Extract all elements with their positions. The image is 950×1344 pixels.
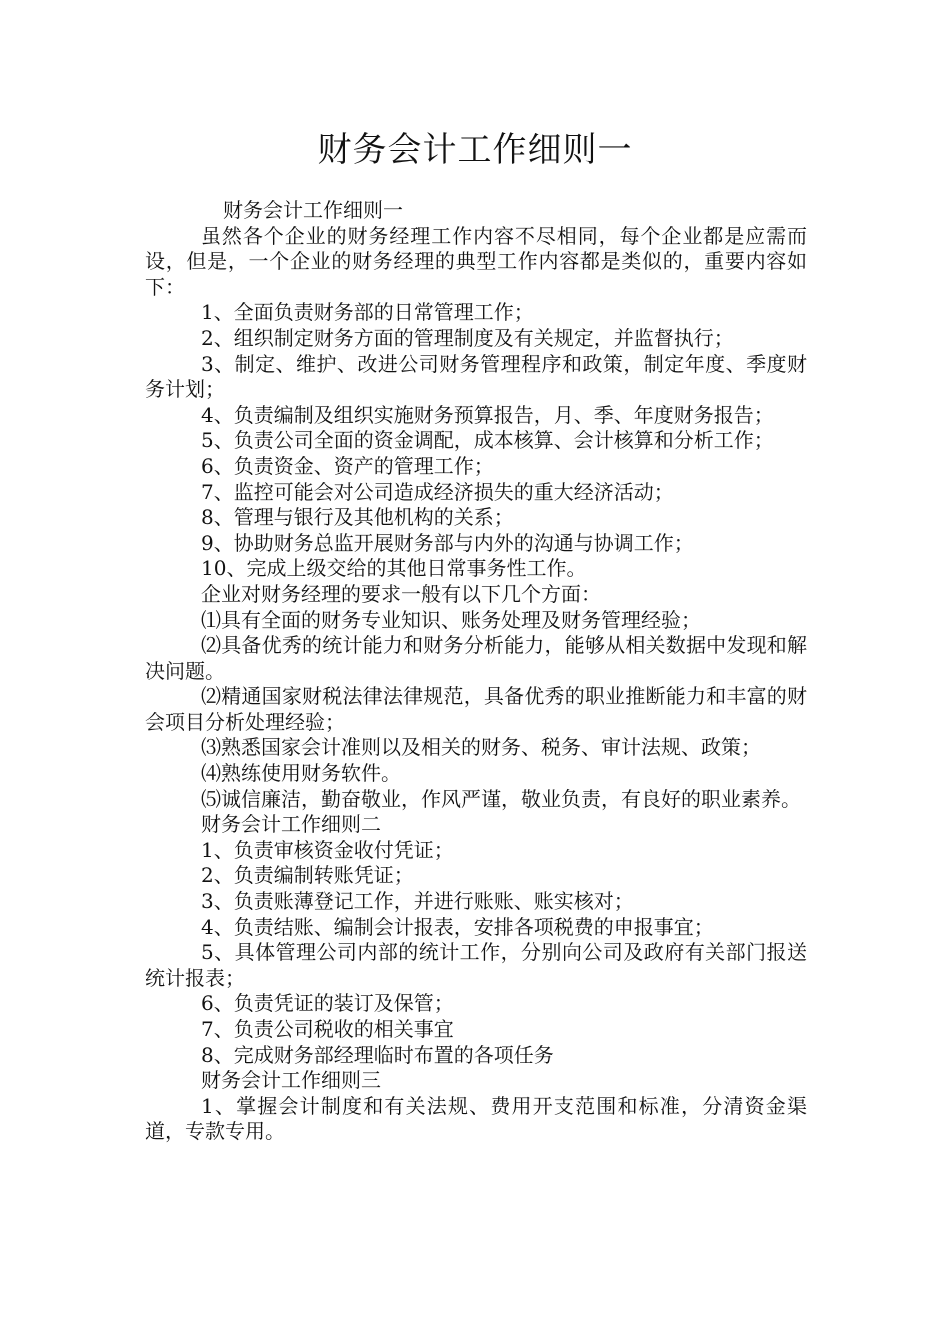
paragraph: ⑴具有全面的财务专业知识、账务处理及财务管理经验； <box>201 607 701 632</box>
paragraph: 企业对财务经理的要求一般有以下几个方面： <box>201 581 601 606</box>
paragraph: 6、负责资金、资产的管理工作； <box>201 453 494 478</box>
paragraph: 10、完成上级交给的其他日常事务性工作。 <box>201 556 587 581</box>
paragraph: 7、负责公司税收的相关事宜 <box>201 1017 454 1041</box>
paragraph: 1、掌握会计制度和有关法规、费用开支范围和标准，分清资金渠道，专款专用。 <box>145 1093 807 1144</box>
paragraph: 8、管理与银行及其他机构的关系； <box>201 505 514 530</box>
paragraph: 虽然各个企业的财务经理工作内容不尽相同，每个企业都是应需而设，但是，一个企业的财务经理的典型工作内容都是类似的，重要内容如下： <box>145 223 807 299</box>
paragraph: 财务会计工作细则一 <box>223 198 403 222</box>
paragraph: 1、全面负责财务部的日常管理工作； <box>201 300 534 325</box>
paragraph: 7、监控可能会对公司造成经济损失的重大经济活动； <box>201 479 674 504</box>
paragraph: 1、负责审核资金收付凭证； <box>201 837 454 862</box>
paragraph: ⑸诚信廉洁，勤奋敬业，作风严谨，敬业负责，有良好的职业素养。 <box>201 786 801 811</box>
paragraph: 3、制定、维护、改进公司财务管理程序和政策，制定年度、季度财务计划； <box>145 351 807 402</box>
paragraph: ⑷熟练使用财务软件。 <box>201 761 401 786</box>
paragraph: 6、负责凭证的装订及保管； <box>201 991 454 1016</box>
document-title: 财务会计工作细则一 <box>317 130 633 170</box>
paragraph: 9、协助财务总监开展财务部与内外的沟通与协调工作； <box>201 530 694 555</box>
paragraph: 2、负责编制转账凭证； <box>201 863 414 888</box>
paragraph: ⑵精通国家财税法律法律规范，具备优秀的职业推断能力和丰富的财会项目分析处理经验； <box>145 684 807 734</box>
paragraph: 财务会计工作细则二 <box>201 812 381 837</box>
paragraph: 8、完成财务部经理临时布置的各项任务 <box>201 1042 554 1067</box>
paragraph: 4、负责结账、编制会计报表，安排各项税费的申报事宜； <box>201 914 714 939</box>
paragraph: ⑶熟悉国家会计准则以及相关的财务、税务、审计法规、政策； <box>201 735 761 760</box>
paragraph: 财务会计工作细则三 <box>201 1068 381 1093</box>
document-body <box>145 198 807 1145</box>
paragraph: 5、具体管理公司内部的统计工作，分别向公司及政府有关部门报送统计报表； <box>145 940 807 990</box>
paragraph: 2、组织制定财务方面的管理制度及有关规定，并监督执行； <box>201 325 734 350</box>
paragraph: 5、负责公司全面的资金调配，成本核算、会计核算和分析工作； <box>201 428 774 453</box>
paragraph: 4、负责编制及组织实施财务预算报告，月、季、年度财务报告； <box>201 402 774 427</box>
paragraph: ⑵具备优秀的统计能力和财务分析能力，能够从相关数据中发现和解决问题。 <box>145 633 807 683</box>
paragraph: 3、负责账薄登记工作，并进行账账、账实核对； <box>201 889 634 914</box>
